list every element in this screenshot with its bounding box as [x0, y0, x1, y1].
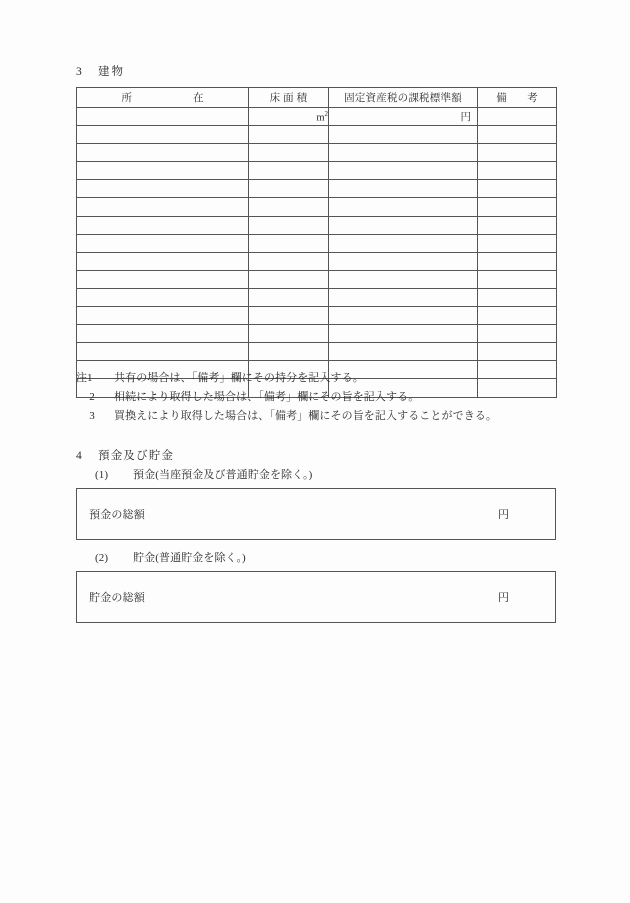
savings-total-unit: 円	[498, 592, 509, 604]
cell-location[interactable]	[77, 307, 249, 325]
column-header-tax-base	[329, 88, 478, 108]
unit-row	[77, 108, 557, 126]
cell-floor-area[interactable]	[249, 198, 329, 216]
table-row	[77, 343, 557, 361]
table-row	[77, 216, 557, 234]
cell-tax-base[interactable]	[329, 288, 478, 306]
subsection-1-label	[95, 466, 312, 482]
deposit-total-label: 預金の総額	[89, 509, 145, 521]
note-line	[76, 407, 497, 426]
cell-tax-base[interactable]	[329, 162, 478, 180]
cell-location[interactable]	[77, 216, 249, 234]
section-4-title: 預金及び貯金	[98, 450, 175, 462]
table-row	[77, 162, 557, 180]
table-header-row	[77, 88, 557, 108]
cell-tax-base[interactable]	[329, 307, 478, 325]
cell-floor-area[interactable]	[249, 288, 329, 306]
cell-tax-base[interactable]	[329, 234, 478, 252]
cell-tax-base[interactable]	[329, 270, 478, 288]
column-header-floor-area	[249, 88, 329, 108]
subsection-1-number: (1)	[95, 469, 109, 481]
savings-total-box[interactable]	[76, 571, 556, 623]
cell-floor-area[interactable]	[249, 126, 329, 144]
cell-location[interactable]	[77, 343, 249, 361]
column-header-tax-base-label: 固定資産税の課税標準額	[344, 93, 462, 104]
cell-tax-base[interactable]	[329, 180, 478, 198]
cell-location[interactable]	[77, 325, 249, 343]
cell-floor-area[interactable]	[249, 180, 329, 198]
cell-location[interactable]	[77, 144, 249, 162]
table-row	[77, 252, 557, 270]
cell-tax-base[interactable]	[329, 343, 478, 361]
cell-remarks[interactable]	[478, 162, 557, 180]
cell-location[interactable]	[77, 252, 249, 270]
unit-cell-floor-area	[249, 108, 329, 126]
table-row	[77, 126, 557, 144]
cell-floor-area[interactable]	[249, 325, 329, 343]
cell-remarks[interactable]	[478, 234, 557, 252]
deposit-total-unit: 円	[498, 509, 509, 521]
subsection-2-number: (2)	[95, 552, 109, 564]
cell-location[interactable]	[77, 288, 249, 306]
section-4-number: 4	[76, 450, 82, 462]
cell-tax-base[interactable]	[329, 216, 478, 234]
subsection-2-title: 貯金(普通貯金を除く。)	[133, 552, 246, 564]
cell-remarks[interactable]	[478, 325, 557, 343]
unit-cell-remarks[interactable]	[478, 108, 557, 126]
table-row	[77, 307, 557, 325]
cell-remarks[interactable]	[478, 198, 557, 216]
section-4-heading	[76, 447, 174, 463]
column-header-floor-area-label: 床 面 積	[269, 93, 308, 104]
deposit-total-box[interactable]	[76, 488, 556, 540]
note-text: 買換えにより取得した場合は、「備考」欄にその旨を記入することができる。	[114, 410, 497, 423]
table-body	[77, 108, 557, 398]
savings-total-label: 貯金の総額	[89, 592, 145, 604]
note-line	[76, 369, 497, 388]
cell-location[interactable]	[77, 270, 249, 288]
cell-floor-area[interactable]	[249, 343, 329, 361]
building-table	[76, 87, 557, 398]
cell-tax-base[interactable]	[329, 198, 478, 216]
column-header-location	[77, 88, 249, 108]
section-3-heading	[76, 63, 125, 79]
cell-location[interactable]	[77, 234, 249, 252]
note-marker: 注1	[76, 372, 93, 384]
section-3-title: 建物	[98, 66, 125, 78]
note-marker: 2	[89, 391, 95, 404]
note-text: 相続により取得した場合は、「備考」欄にその旨を記入する。	[114, 391, 420, 404]
cell-tax-base[interactable]	[329, 126, 478, 144]
cell-floor-area[interactable]	[249, 216, 329, 234]
cell-remarks[interactable]	[478, 252, 557, 270]
cell-location[interactable]	[77, 180, 249, 198]
table-row	[77, 234, 557, 252]
cell-location[interactable]	[77, 126, 249, 144]
cell-remarks[interactable]	[478, 343, 557, 361]
section-3-number: 3	[76, 66, 83, 78]
cell-floor-area[interactable]	[249, 252, 329, 270]
cell-location[interactable]	[77, 198, 249, 216]
table-row	[77, 270, 557, 288]
cell-remarks[interactable]	[478, 307, 557, 325]
column-header-remarks-right: 考	[527, 93, 538, 104]
section-3-notes	[76, 369, 497, 427]
cell-floor-area[interactable]	[249, 144, 329, 162]
cell-floor-area[interactable]	[249, 270, 329, 288]
cell-remarks[interactable]	[478, 180, 557, 198]
cell-remarks[interactable]	[478, 288, 557, 306]
table-row	[77, 325, 557, 343]
cell-remarks[interactable]	[478, 216, 557, 234]
cell-tax-base[interactable]	[329, 325, 478, 343]
note-line	[76, 388, 497, 407]
note-text: 共有の場合は、「備考」欄にその持分を記入する。	[114, 372, 364, 384]
cell-floor-area[interactable]	[249, 162, 329, 180]
column-header-remarks-left: 備	[496, 93, 507, 104]
subsection-1-title: 預金(当座預金及び普通貯金を除く。)	[133, 469, 313, 481]
cell-tax-base[interactable]	[329, 144, 478, 162]
cell-remarks[interactable]	[478, 144, 557, 162]
cell-floor-area[interactable]	[249, 234, 329, 252]
column-header-remarks	[478, 88, 557, 108]
cell-remarks[interactable]	[478, 270, 557, 288]
cell-location[interactable]	[77, 162, 249, 180]
floor-area-unit: m	[316, 112, 325, 124]
floor-area-unit-exponent: 2	[324, 109, 328, 118]
column-header-location-left: 所	[121, 93, 132, 104]
unit-cell-location[interactable]	[77, 108, 249, 126]
cell-floor-area[interactable]	[249, 307, 329, 325]
table-row	[77, 198, 557, 216]
cell-tax-base[interactable]	[329, 252, 478, 270]
table-row	[77, 288, 557, 306]
tax-base-unit: 円	[460, 112, 471, 124]
note-marker: 3	[89, 410, 95, 423]
table-row	[77, 180, 557, 198]
table-row	[77, 144, 557, 162]
subsection-2-label	[95, 549, 246, 565]
unit-cell-tax-base	[329, 108, 478, 126]
cell-remarks[interactable]	[478, 126, 557, 144]
column-header-location-right: 在	[193, 93, 204, 104]
